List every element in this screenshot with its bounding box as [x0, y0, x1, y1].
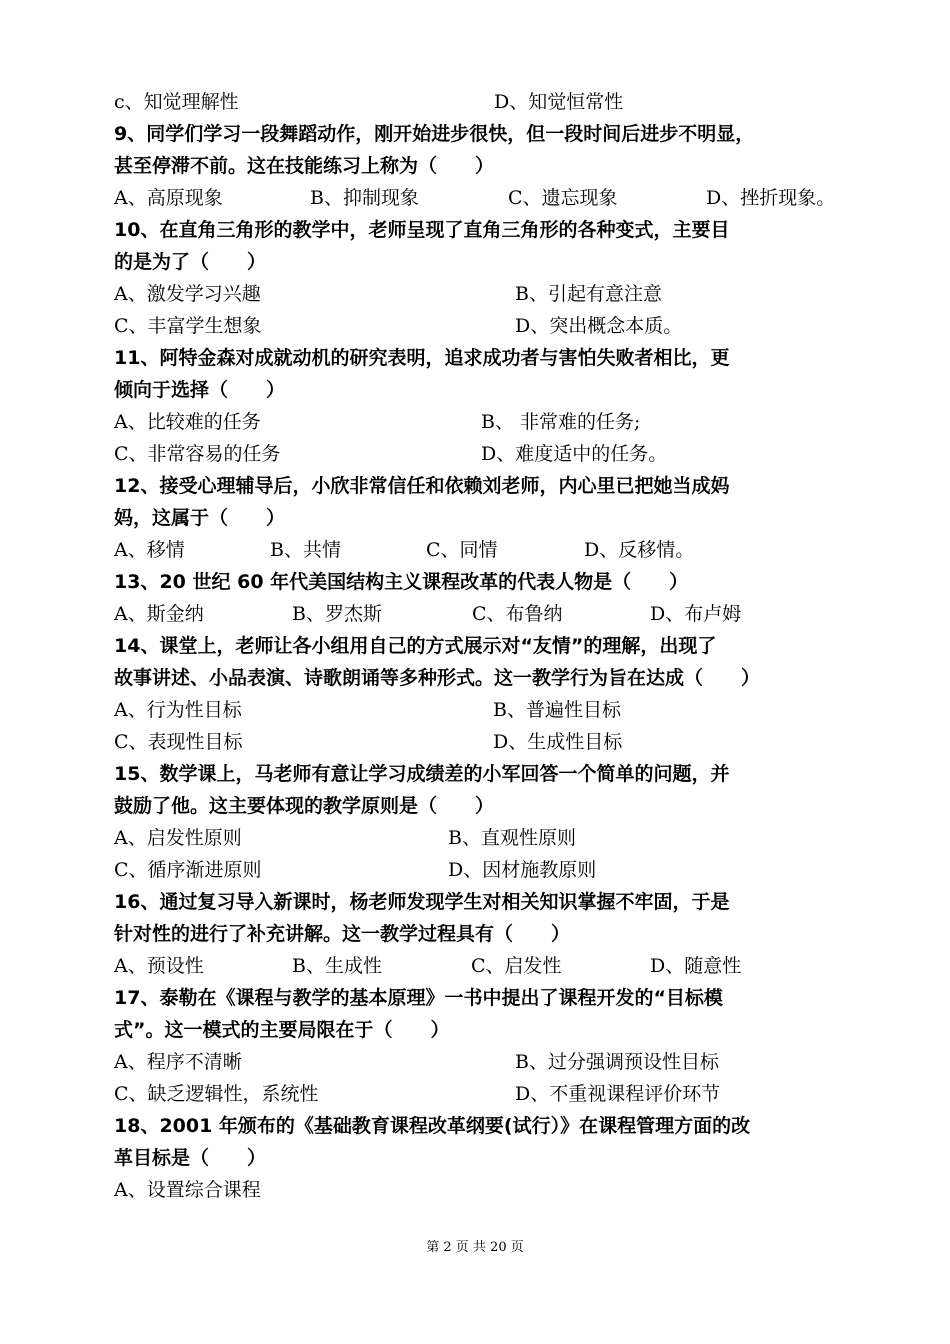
option-row — [114, 854, 844, 886]
option: A、移情 — [114, 539, 185, 561]
option-row — [114, 598, 844, 630]
option: B、抑制现象 — [310, 187, 419, 209]
option: A、行为性目标 — [114, 699, 242, 721]
option: C、启发性 — [471, 955, 562, 977]
option: B、罗杰斯 — [292, 603, 382, 625]
option-row — [114, 950, 844, 982]
question-text: 10、在直角三角形的教学中，老师呈现了直角三角形的各种变式，主要目 — [114, 219, 730, 241]
option-row — [114, 822, 844, 854]
option: A、程序不清晰 — [114, 1051, 242, 1073]
option-row — [114, 310, 844, 342]
option: C、表现性目标 — [114, 731, 243, 753]
option: c、知觉理解性 — [114, 91, 239, 113]
page-content — [114, 86, 844, 1206]
option: D、挫折现象。 — [706, 187, 836, 209]
option-row — [114, 86, 844, 118]
question-text: 18、2001 年颁布的《基础教育课程改革纲要(试行）》在课程管理方面的改 — [114, 1115, 751, 1137]
option-row — [114, 1174, 844, 1206]
question-text: 12、接受心理辅导后，小欣非常信任和依赖刘老师，内心里已把她当成妈 — [114, 475, 730, 497]
option-row — [114, 406, 844, 438]
option-row — [114, 694, 844, 726]
question-text: 故事讲述、小品表演、诗歌朗诵等多种形式。这一教学行为旨在达成（ ） — [114, 667, 761, 689]
option: B、直观性原则 — [448, 827, 576, 849]
option: B、生成性 — [292, 955, 382, 977]
option: D、知觉恒常性 — [494, 91, 624, 113]
question-text: 鼓励了他。这主要体现的教学原则是（ ） — [114, 795, 495, 817]
option: B、过分强调预设性目标 — [515, 1051, 719, 1073]
question-text: 15、数学课上，马老师有意让学习成绩差的小军回答一个简单的问题，并 — [114, 763, 730, 785]
option: A、激发学习兴趣 — [114, 283, 261, 305]
question-text: 16、通过复习导入新课时，杨老师发现学生对相关知识掌握不牢固，于是 — [114, 891, 730, 913]
option: B、共情 — [270, 539, 341, 561]
option-row — [114, 438, 844, 470]
option: D、布卢姆 — [650, 603, 742, 625]
option: D、突出概念本质。 — [515, 315, 683, 337]
question-text: 9、同学们学习一段舞蹈动作，刚开始进步很快，但一段时间后进步不明显， — [114, 123, 755, 145]
option-row — [114, 278, 844, 310]
option: C、非常容易的任务 — [114, 443, 281, 465]
option: C、缺乏逻辑性，系统性 — [114, 1083, 319, 1105]
option: C、布鲁纳 — [472, 603, 563, 625]
question-text: 针对性的进行了补充讲解。这一教学过程具有（ ） — [114, 923, 571, 945]
question-text: 的是为了（ ） — [114, 251, 267, 273]
option: A、预设性 — [114, 955, 204, 977]
option: C、遗忘现象 — [508, 187, 618, 209]
option: C、同情 — [426, 539, 498, 561]
option-row — [114, 534, 844, 566]
question-text: 17、泰勒在《课程与教学的基本原理》一书中提出了课程开发的“目标模 — [114, 987, 723, 1009]
option-row — [114, 1046, 844, 1078]
option: B、引起有意注意 — [515, 283, 662, 305]
option: A、高原现象 — [114, 187, 223, 209]
question-text: 13、20 世纪 60 年代美国结构主义课程改革的代表人物是（ ） — [114, 571, 689, 593]
option: A、设置综合课程 — [114, 1179, 261, 1201]
question-text: 革目标是（ ） — [114, 1147, 267, 1169]
option-row — [114, 182, 844, 214]
question-text: 妈，这属于（ ） — [114, 507, 286, 529]
option: D、生成性目标 — [493, 731, 623, 753]
option: B、 非常难的任务; — [481, 411, 641, 433]
question-text: 11、阿特金森对成就动机的研究表明，追求成功者与害怕失败者相比，更 — [114, 347, 730, 369]
page-footer: 第 2 页 共 20 页 — [426, 1240, 524, 1255]
option-row — [114, 1078, 844, 1110]
option: A、斯金纳 — [114, 603, 204, 625]
question-text: 甚至停滞不前。这在技能练习上称为（ ） — [114, 155, 495, 177]
option: A、比较难的任务 — [114, 411, 261, 433]
option: B、普遍性目标 — [493, 699, 621, 721]
question-text: 倾向于选择（ ） — [114, 379, 286, 401]
question-text: 式”。这一模式的主要局限在于（ ） — [114, 1019, 450, 1041]
option: C、循序渐进原则 — [114, 859, 262, 881]
option: D、不重视课程评价环节 — [515, 1083, 721, 1105]
option: D、因材施教原则 — [448, 859, 597, 881]
option: D、难度适中的任务。 — [481, 443, 668, 465]
option: D、随意性 — [650, 955, 742, 977]
option: A、启发性原则 — [114, 827, 242, 849]
option: C、丰富学生想象 — [114, 315, 262, 337]
option-row — [114, 726, 844, 758]
question-text: 14、课堂上，老师让各小组用自己的方式展示对“友情”的理解，出现了 — [114, 635, 717, 657]
option: D、反移情。 — [584, 539, 695, 561]
